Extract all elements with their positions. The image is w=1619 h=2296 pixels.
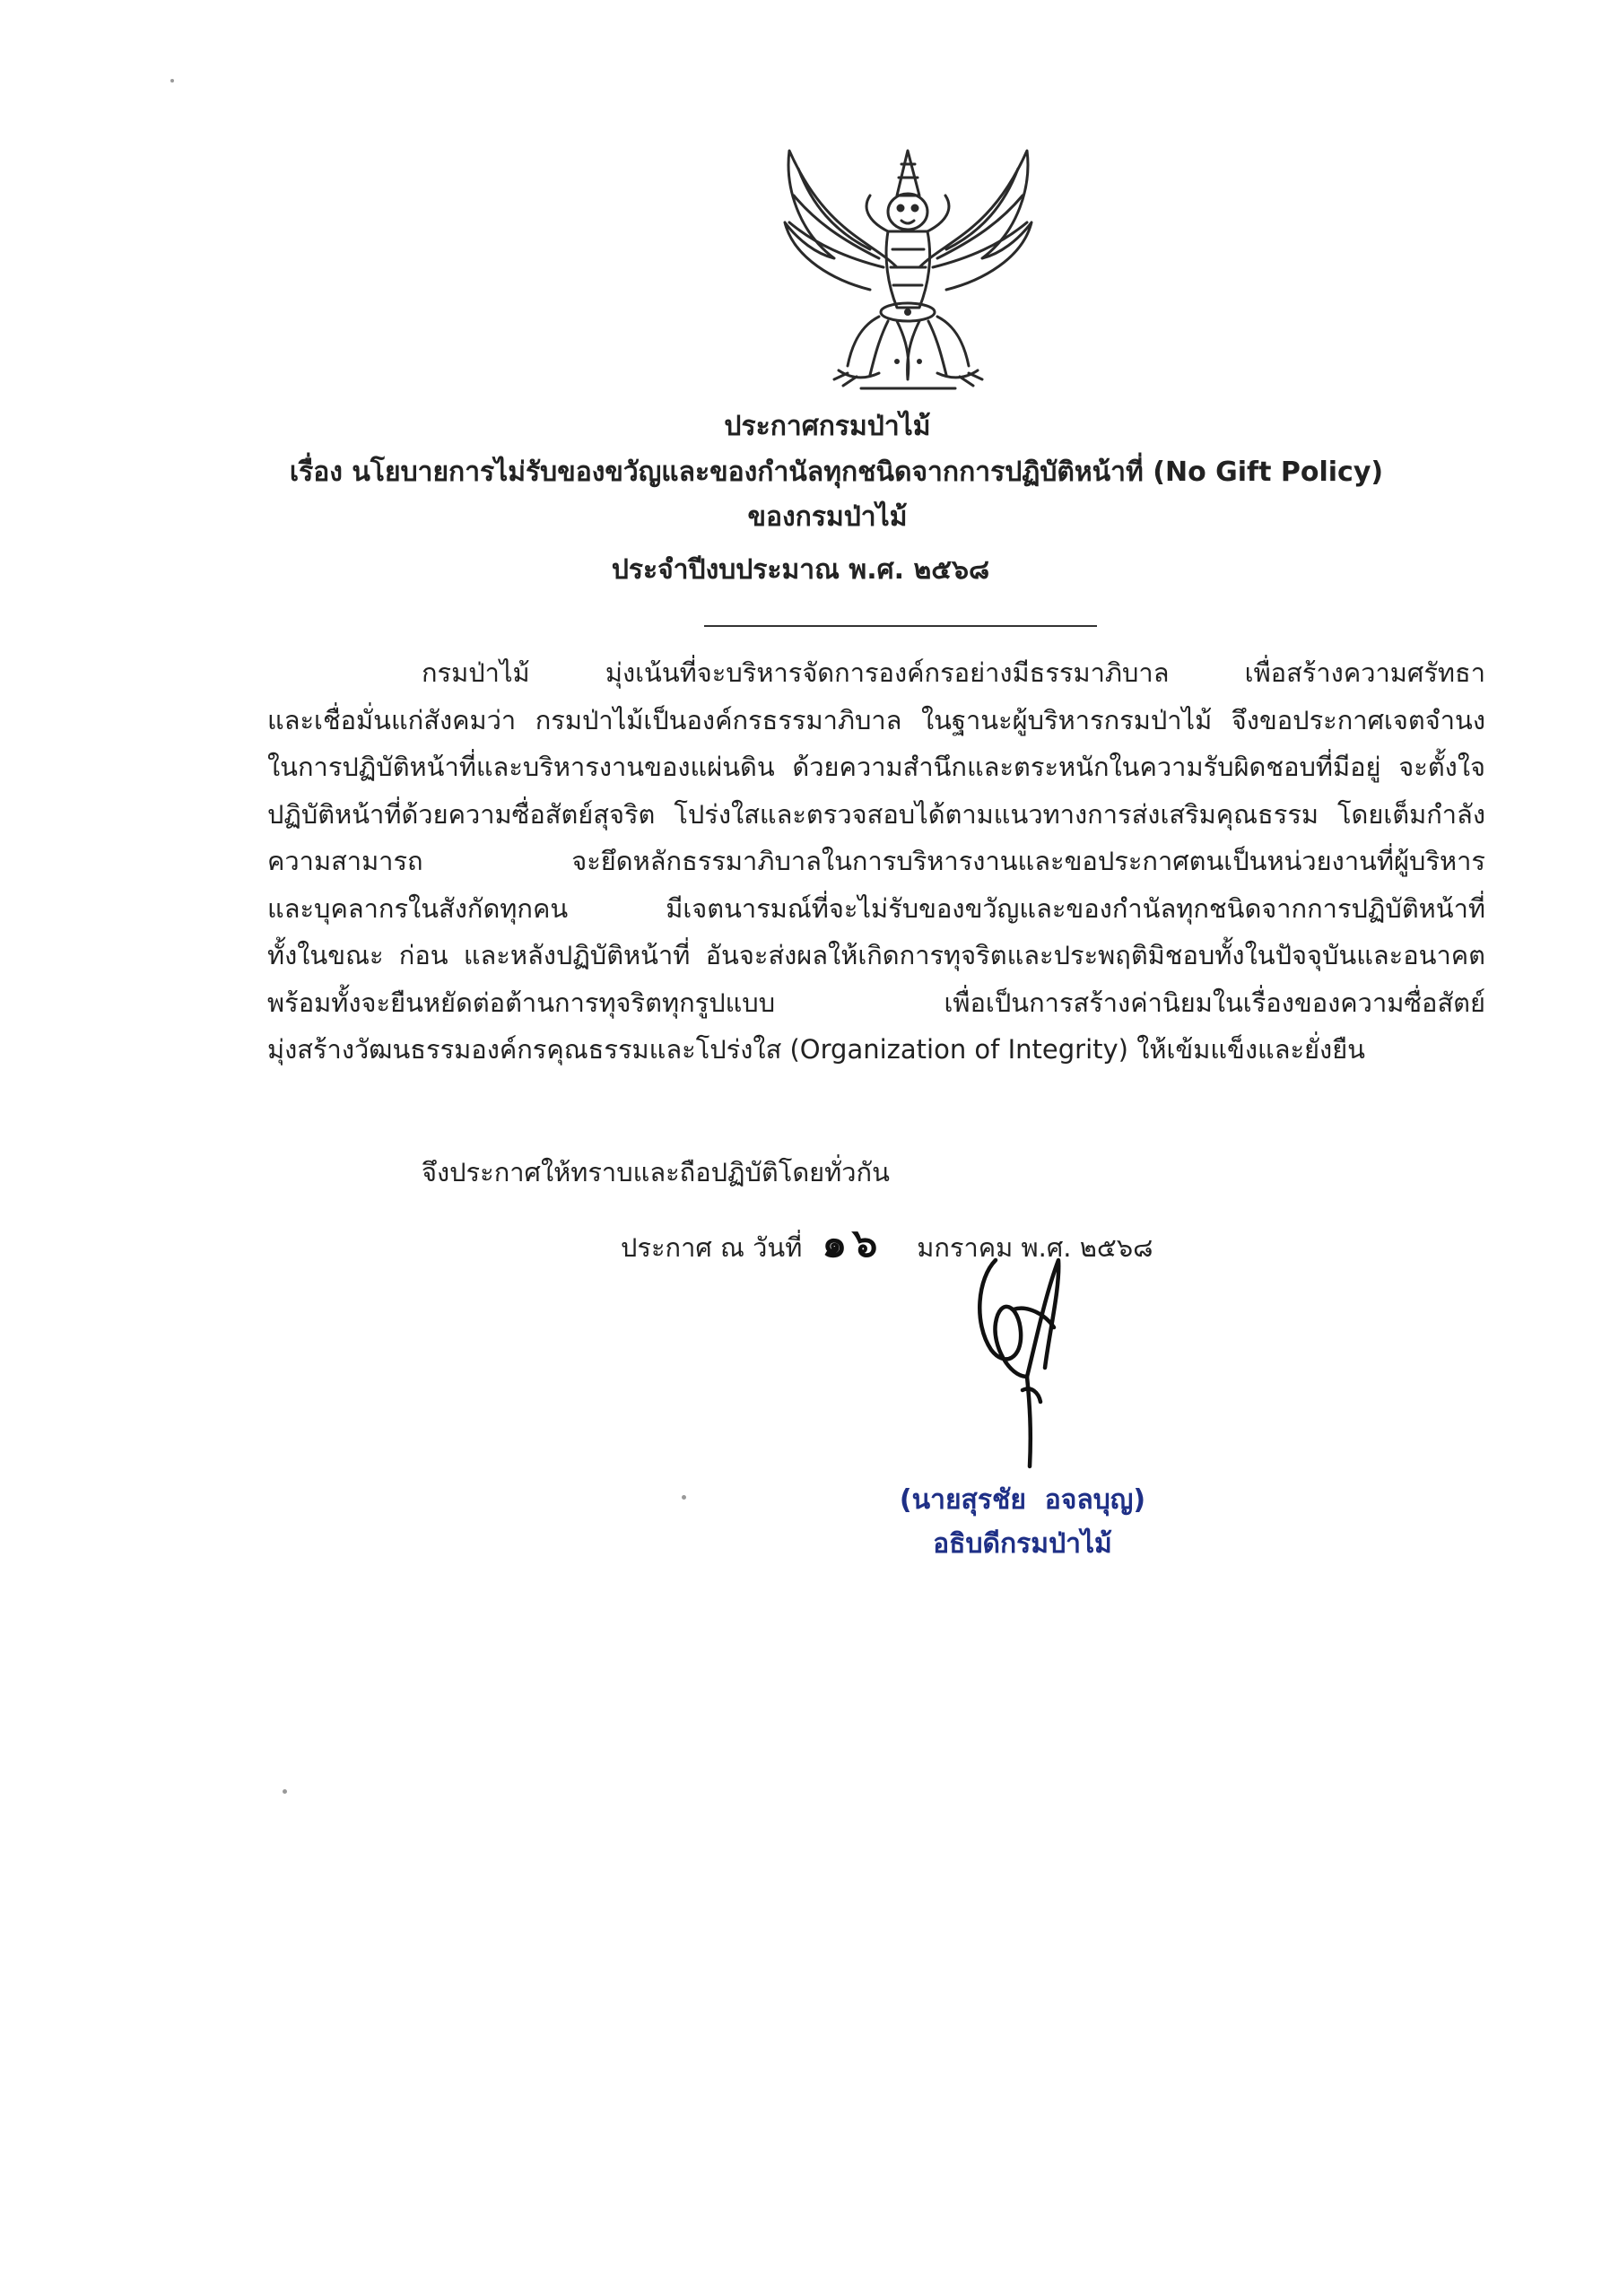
scan-speck — [283, 1789, 287, 1794]
fiscal-year-line: ประจำปีงบประมาณ พ.ศ. ๒๕๖๘ — [611, 554, 990, 586]
body-line: กรมป่าไม้ มุ่งเน้นที่จะบริหารจัดการองค์กรอย่างมีธรรมาภิบาล เพื่อสร้างความศรัทธา — [422, 657, 1485, 688]
body-line: มุ่งสร้างวัฒนธรรมองค์กรคุณธรรมและโปร่งใส (Organization of Integrity) ให้เข้มแข็งและยั่งยืน — [267, 1034, 1366, 1065]
body-line: ทั้งในขณะ ก่อน และหลังปฏิบัติหน้าที่ อันจะส่งผลให้เกิดการทุจริตและประพฤติมิชอบทั้งในปัจจุบันและอนาคต — [267, 940, 1485, 970]
scan-speck — [170, 79, 174, 83]
body-line: ความสามารถ จะยึดหลักธรรมาภิบาลในการบริหารงานและขอประกาศตนเป็นหน่วยงานที่ผู้บริหาร — [267, 846, 1485, 876]
heading-divider — [704, 625, 1097, 627]
body-line: และบุคลากรในสังกัดทุกคน มีเจตนารมณ์ที่จะไม่รับของขวัญและของกำนัลทุกชนิดจากการปฏิบัติหน้าที่ — [267, 892, 1485, 924]
garuda-emblem-icon — [762, 133, 1054, 397]
handwritten-signature-icon — [960, 1242, 1094, 1475]
signatory-title: อธิบดีกรมป่าไม้ — [933, 1528, 1112, 1560]
scan-speck — [682, 1495, 686, 1500]
body-line: พร้อมทั้งจะยืนหยัดต่อต้านการทุจริตทุกรูปแบบ เพื่อเป็นการสร้างค่านิยมในเรื่องของความซื่อสัตย์ — [267, 987, 1485, 1018]
date-month-year: มกราคม พ.ศ. ๒๕๖๘ — [917, 1232, 1153, 1263]
date-prefix: ประกาศ ณ วันที่ — [621, 1232, 803, 1263]
signatory-name: (นายสุรชัย อจลบุญ) — [899, 1484, 1146, 1516]
body-line: และเชื่อมั่นแก่สังคมว่า กรมป่าไม้เป็นองค์กรธรรมาภิบาล ในฐานะผู้บริหารกรมป่าไม้ จึงขอประกาศเจตจำนง — [267, 704, 1485, 735]
body-line: ในการปฏิบัติหน้าที่และบริหารงานของแผ่นดิน ด้วยความสำนึกและตระหนักในความรับผิดชอบที่มีอยู่ จะตั้งใจ — [267, 752, 1485, 782]
announcement-subject: เรื่อง นโยบายการไม่รับของขวัญและของกำนัลทุกชนิดจากการปฏิบัติหน้าที่ (No Gift Policy) — [289, 457, 1384, 488]
body-line: ปฏิบัติหน้าที่ด้วยความซื่อสัตย์สุจริต โปร่งใสและตรวจสอบได้ตามแนวทางการส่งเสริมคุณธรรม โดยเต็มกำลัง — [267, 798, 1485, 830]
announcement-org-title: ประกาศกรมป่าไม้ — [724, 411, 931, 442]
date-day: ๑๖ — [822, 1221, 883, 1266]
body-paragraph — [267, 649, 1485, 1074]
announcement-org-subtitle: ของกรมป่าไม้ — [747, 501, 908, 533]
closing-statement: จึงประกาศให้ทราบและถือปฏิบัติโดยทั่วกัน — [422, 1157, 890, 1187]
